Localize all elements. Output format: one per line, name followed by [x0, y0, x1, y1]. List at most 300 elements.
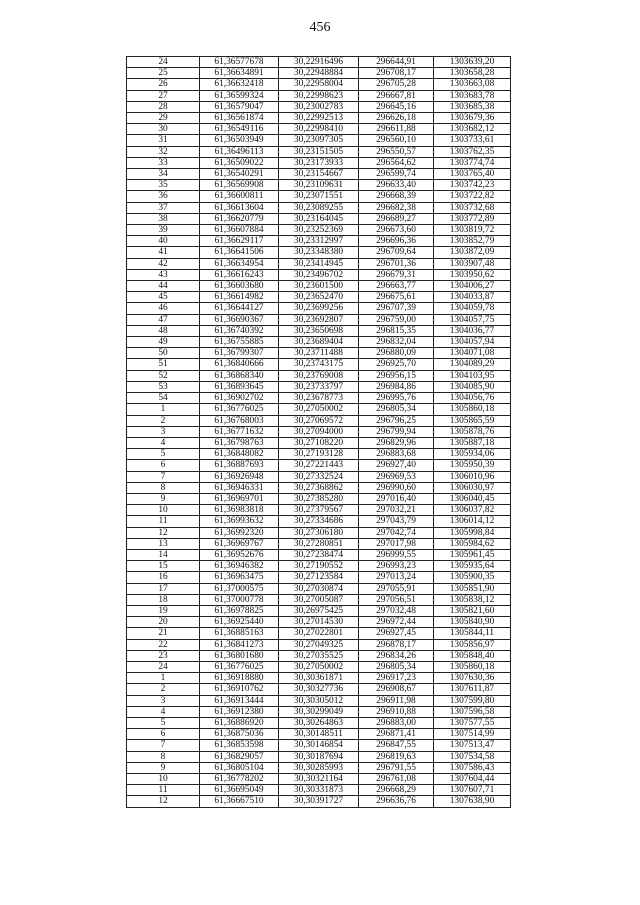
x-coordinate-cell: 296564,62 — [359, 157, 434, 168]
table-row — [127, 146, 511, 157]
longitude-cell: 30,27379567 — [279, 505, 359, 516]
latitude-cell: 61,36902702 — [200, 393, 279, 404]
y-coordinate-cell: 1304085,90 — [434, 381, 511, 392]
table-row — [127, 572, 511, 583]
x-coordinate-cell: 297042,74 — [359, 527, 434, 538]
point-number-cell: 54 — [127, 393, 200, 404]
y-coordinate-cell: 1303685,38 — [434, 101, 511, 112]
x-coordinate-cell: 296791,55 — [359, 762, 434, 773]
x-coordinate-cell: 296667,81 — [359, 90, 434, 101]
point-number-cell: 21 — [127, 628, 200, 639]
point-number-cell: 13 — [127, 538, 200, 549]
longitude-cell: 30,23769008 — [279, 370, 359, 381]
y-coordinate-cell: 1305984,62 — [434, 538, 511, 549]
longitude-cell: 30,30187694 — [279, 751, 359, 762]
y-coordinate-cell: 1303852,79 — [434, 236, 511, 247]
x-coordinate-cell: 296644,91 — [359, 57, 434, 68]
latitude-cell: 61,36946331 — [200, 482, 279, 493]
point-number-cell: 18 — [127, 594, 200, 605]
table-row — [127, 785, 511, 796]
latitude-cell: 61,36778202 — [200, 774, 279, 785]
y-coordinate-cell: 1307604,44 — [434, 774, 511, 785]
table-row — [127, 628, 511, 639]
point-number-cell: 25 — [127, 68, 200, 79]
y-coordinate-cell: 1305961,45 — [434, 549, 511, 560]
longitude-cell: 30,27221443 — [279, 460, 359, 471]
table-row — [127, 740, 511, 751]
longitude-cell: 30,30264863 — [279, 717, 359, 728]
latitude-cell: 61,36840666 — [200, 359, 279, 370]
table-row — [127, 303, 511, 314]
y-coordinate-cell: 1305865,59 — [434, 415, 511, 426]
latitude-cell: 61,36993632 — [200, 516, 279, 527]
x-coordinate-cell: 296880,09 — [359, 348, 434, 359]
y-coordinate-cell: 1307638,90 — [434, 796, 511, 807]
x-coordinate-cell: 296883,68 — [359, 449, 434, 460]
latitude-cell: 61,36641506 — [200, 247, 279, 258]
y-coordinate-cell: 1304057,75 — [434, 314, 511, 325]
x-coordinate-cell: 296972,44 — [359, 617, 434, 628]
y-coordinate-cell: 1303774,74 — [434, 157, 511, 168]
point-number-cell: 24 — [127, 661, 200, 672]
y-coordinate-cell: 1307611,87 — [434, 684, 511, 695]
latitude-cell: 61,36614982 — [200, 292, 279, 303]
x-coordinate-cell: 297017,98 — [359, 538, 434, 549]
table-row — [127, 191, 511, 202]
latitude-cell: 61,37000575 — [200, 583, 279, 594]
x-coordinate-cell: 297032,48 — [359, 605, 434, 616]
x-coordinate-cell: 296832,04 — [359, 337, 434, 348]
longitude-cell: 30,23164045 — [279, 213, 359, 224]
point-number-cell: 3 — [127, 426, 200, 437]
longitude-cell: 30,23692807 — [279, 314, 359, 325]
y-coordinate-cell: 1304071,08 — [434, 348, 511, 359]
latitude-cell: 61,36978825 — [200, 605, 279, 616]
x-coordinate-cell: 296673,60 — [359, 225, 434, 236]
table-row — [127, 57, 511, 68]
point-number-cell: 16 — [127, 572, 200, 583]
y-coordinate-cell: 1303658,28 — [434, 68, 511, 79]
point-number-cell: 2 — [127, 415, 200, 426]
point-number-cell: 11 — [127, 516, 200, 527]
y-coordinate-cell: 1305844,11 — [434, 628, 511, 639]
y-coordinate-cell: 1305821,60 — [434, 605, 511, 616]
table-row — [127, 258, 511, 269]
table-row — [127, 325, 511, 336]
x-coordinate-cell: 296990,60 — [359, 482, 434, 493]
table-row — [127, 348, 511, 359]
point-number-cell: 45 — [127, 292, 200, 303]
x-coordinate-cell: 297043,79 — [359, 516, 434, 527]
y-coordinate-cell: 1305887,18 — [434, 437, 511, 448]
table-row — [127, 225, 511, 236]
latitude-cell: 61,36771632 — [200, 426, 279, 437]
x-coordinate-cell: 296668,39 — [359, 191, 434, 202]
longitude-cell: 30,23109631 — [279, 180, 359, 191]
y-coordinate-cell: 1305860,18 — [434, 661, 511, 672]
x-coordinate-cell: 296993,23 — [359, 561, 434, 572]
coordinates-table — [126, 56, 511, 808]
longitude-cell: 30,30327736 — [279, 684, 359, 695]
point-number-cell: 12 — [127, 527, 200, 538]
longitude-cell: 30,26975425 — [279, 605, 359, 616]
longitude-cell: 30,23151505 — [279, 146, 359, 157]
point-number-cell: 28 — [127, 101, 200, 112]
x-coordinate-cell: 296908,67 — [359, 684, 434, 695]
point-number-cell: 39 — [127, 225, 200, 236]
longitude-cell: 30,27238474 — [279, 549, 359, 560]
longitude-cell: 30,30361871 — [279, 673, 359, 684]
table-row — [127, 281, 511, 292]
x-coordinate-cell: 296927,40 — [359, 460, 434, 471]
point-number-cell: 23 — [127, 650, 200, 661]
point-number-cell: 22 — [127, 639, 200, 650]
latitude-cell: 61,36992320 — [200, 527, 279, 538]
point-number-cell: 20 — [127, 617, 200, 628]
x-coordinate-cell: 296911,98 — [359, 695, 434, 706]
longitude-cell: 30,30305012 — [279, 695, 359, 706]
longitude-cell: 30,23071551 — [279, 191, 359, 202]
longitude-cell: 30,27030874 — [279, 583, 359, 594]
y-coordinate-cell: 1304056,76 — [434, 393, 511, 404]
y-coordinate-cell: 1307599,80 — [434, 695, 511, 706]
table-row — [127, 337, 511, 348]
y-coordinate-cell: 1304006,27 — [434, 281, 511, 292]
table-row — [127, 774, 511, 785]
x-coordinate-cell: 296645,16 — [359, 101, 434, 112]
latitude-cell: 61,36841273 — [200, 639, 279, 650]
table-row — [127, 314, 511, 325]
latitude-cell: 61,36853598 — [200, 740, 279, 751]
point-number-cell: 6 — [127, 460, 200, 471]
longitude-cell: 30,27193128 — [279, 449, 359, 460]
point-number-cell: 17 — [127, 583, 200, 594]
x-coordinate-cell: 296761,08 — [359, 774, 434, 785]
y-coordinate-cell: 1305851,90 — [434, 583, 511, 594]
longitude-cell: 30,22998623 — [279, 90, 359, 101]
point-number-cell: 34 — [127, 169, 200, 180]
longitude-cell: 30,27306180 — [279, 527, 359, 538]
table-row — [127, 639, 511, 650]
point-number-cell: 12 — [127, 796, 200, 807]
point-number-cell: 42 — [127, 258, 200, 269]
latitude-cell: 61,36690367 — [200, 314, 279, 325]
longitude-cell: 30,30331873 — [279, 785, 359, 796]
point-number-cell: 38 — [127, 213, 200, 224]
longitude-cell: 30,22992513 — [279, 113, 359, 124]
y-coordinate-cell: 1305934,06 — [434, 449, 511, 460]
longitude-cell: 30,23711488 — [279, 348, 359, 359]
latitude-cell: 61,36607884 — [200, 225, 279, 236]
latitude-cell: 61,36634891 — [200, 68, 279, 79]
longitude-cell: 30,27049325 — [279, 639, 359, 650]
y-coordinate-cell: 1304059,78 — [434, 303, 511, 314]
longitude-cell: 30,23689404 — [279, 337, 359, 348]
longitude-cell: 30,27190552 — [279, 561, 359, 572]
x-coordinate-cell: 297032,21 — [359, 505, 434, 516]
y-coordinate-cell: 1307607,71 — [434, 785, 511, 796]
longitude-cell: 30,27368862 — [279, 482, 359, 493]
longitude-cell: 30,27022801 — [279, 628, 359, 639]
latitude-cell: 61,36868340 — [200, 370, 279, 381]
x-coordinate-cell: 296805,34 — [359, 404, 434, 415]
point-number-cell: 29 — [127, 113, 200, 124]
point-number-cell: 7 — [127, 471, 200, 482]
table-row — [127, 583, 511, 594]
page-number: 456 — [309, 20, 331, 35]
point-number-cell: 52 — [127, 370, 200, 381]
table-row — [127, 549, 511, 560]
longitude-cell: 30,30285993 — [279, 762, 359, 773]
point-number-cell: 9 — [127, 493, 200, 504]
point-number-cell: 10 — [127, 774, 200, 785]
x-coordinate-cell: 296829,96 — [359, 437, 434, 448]
table-row — [127, 617, 511, 628]
y-coordinate-cell: 1305838,12 — [434, 594, 511, 605]
point-number-cell: 47 — [127, 314, 200, 325]
y-coordinate-cell: 1305856,97 — [434, 639, 511, 650]
point-number-cell: 44 — [127, 281, 200, 292]
table-row — [127, 247, 511, 258]
y-coordinate-cell: 1306030,97 — [434, 482, 511, 493]
latitude-cell: 61,36509022 — [200, 157, 279, 168]
longitude-cell: 30,23312997 — [279, 236, 359, 247]
x-coordinate-cell: 296925,70 — [359, 359, 434, 370]
point-number-cell: 31 — [127, 135, 200, 146]
x-coordinate-cell: 296910,88 — [359, 706, 434, 717]
x-coordinate-cell: 296969,53 — [359, 471, 434, 482]
longitude-cell: 30,27123584 — [279, 572, 359, 583]
table-row — [127, 169, 511, 180]
x-coordinate-cell: 296883,00 — [359, 717, 434, 728]
x-coordinate-cell: 296871,41 — [359, 729, 434, 740]
x-coordinate-cell: 296984,86 — [359, 381, 434, 392]
table-row — [127, 370, 511, 381]
latitude-cell: 61,37000778 — [200, 594, 279, 605]
point-number-cell: 4 — [127, 437, 200, 448]
table-row — [127, 538, 511, 549]
longitude-cell: 30,27280851 — [279, 538, 359, 549]
longitude-cell: 30,23733797 — [279, 381, 359, 392]
longitude-cell: 30,30391727 — [279, 796, 359, 807]
y-coordinate-cell: 1304103,95 — [434, 370, 511, 381]
point-number-cell: 27 — [127, 90, 200, 101]
x-coordinate-cell: 296633,40 — [359, 180, 434, 191]
x-coordinate-cell: 296668,29 — [359, 785, 434, 796]
point-number-cell: 1 — [127, 404, 200, 415]
table-row — [127, 695, 511, 706]
table-row — [127, 594, 511, 605]
point-number-cell: 4 — [127, 706, 200, 717]
table-row — [127, 415, 511, 426]
latitude-cell: 61,36569908 — [200, 180, 279, 191]
y-coordinate-cell: 1303950,62 — [434, 269, 511, 280]
x-coordinate-cell: 296927,45 — [359, 628, 434, 639]
point-number-cell: 37 — [127, 202, 200, 213]
point-number-cell: 14 — [127, 549, 200, 560]
longitude-cell: 30,27005087 — [279, 594, 359, 605]
x-coordinate-cell: 296796,25 — [359, 415, 434, 426]
x-coordinate-cell: 296799,94 — [359, 426, 434, 437]
point-number-cell: 5 — [127, 449, 200, 460]
y-coordinate-cell: 1307596,58 — [434, 706, 511, 717]
latitude-cell: 61,36577678 — [200, 57, 279, 68]
latitude-cell: 61,36885163 — [200, 628, 279, 639]
table-row — [127, 437, 511, 448]
latitude-cell: 61,36848082 — [200, 449, 279, 460]
longitude-cell: 30,23650698 — [279, 325, 359, 336]
y-coordinate-cell: 1303732,68 — [434, 202, 511, 213]
point-number-cell: 2 — [127, 684, 200, 695]
longitude-cell: 30,30299049 — [279, 706, 359, 717]
x-coordinate-cell: 296917,23 — [359, 673, 434, 684]
table-row — [127, 661, 511, 672]
longitude-cell: 30,23652470 — [279, 292, 359, 303]
table-row — [127, 426, 511, 437]
y-coordinate-cell: 1307514,99 — [434, 729, 511, 740]
longitude-cell: 30,23414945 — [279, 258, 359, 269]
x-coordinate-cell: 296815,35 — [359, 325, 434, 336]
x-coordinate-cell: 296708,17 — [359, 68, 434, 79]
y-coordinate-cell: 1303907,48 — [434, 258, 511, 269]
longitude-cell: 30,22998410 — [279, 124, 359, 135]
x-coordinate-cell: 297013,24 — [359, 572, 434, 583]
table-row — [127, 684, 511, 695]
latitude-cell: 61,36755885 — [200, 337, 279, 348]
latitude-cell: 61,36925440 — [200, 617, 279, 628]
longitude-cell: 30,27334686 — [279, 516, 359, 527]
y-coordinate-cell: 1303733,61 — [434, 135, 511, 146]
latitude-cell: 61,36829057 — [200, 751, 279, 762]
latitude-cell: 61,36540291 — [200, 169, 279, 180]
longitude-cell: 30,27035525 — [279, 650, 359, 661]
point-number-cell: 48 — [127, 325, 200, 336]
point-number-cell: 15 — [127, 561, 200, 572]
latitude-cell: 61,36561874 — [200, 113, 279, 124]
longitude-cell: 30,23002783 — [279, 101, 359, 112]
longitude-cell: 30,30321164 — [279, 774, 359, 785]
latitude-cell: 61,36740392 — [200, 325, 279, 336]
point-number-cell: 1 — [127, 673, 200, 684]
table-row — [127, 460, 511, 471]
x-coordinate-cell: 296956,15 — [359, 370, 434, 381]
table-row — [127, 101, 511, 112]
table-row — [127, 90, 511, 101]
latitude-cell: 61,36632418 — [200, 79, 279, 90]
longitude-cell: 30,27050002 — [279, 661, 359, 672]
latitude-cell: 61,36579047 — [200, 101, 279, 112]
table-row — [127, 561, 511, 572]
y-coordinate-cell: 1307577,55 — [434, 717, 511, 728]
longitude-cell: 30,27108220 — [279, 437, 359, 448]
longitude-cell: 30,23089255 — [279, 202, 359, 213]
latitude-cell: 61,36983818 — [200, 505, 279, 516]
point-number-cell: 24 — [127, 57, 200, 68]
latitude-cell: 61,36918880 — [200, 673, 279, 684]
y-coordinate-cell: 1303682,12 — [434, 124, 511, 135]
x-coordinate-cell: 296805,34 — [359, 661, 434, 672]
x-coordinate-cell: 296995,76 — [359, 393, 434, 404]
latitude-cell: 61,36893645 — [200, 381, 279, 392]
latitude-cell: 61,36776025 — [200, 661, 279, 672]
latitude-cell: 61,36875036 — [200, 729, 279, 740]
y-coordinate-cell: 1304057,94 — [434, 337, 511, 348]
x-coordinate-cell: 296999,55 — [359, 549, 434, 560]
x-coordinate-cell: 296626,18 — [359, 113, 434, 124]
latitude-cell: 61,36616243 — [200, 269, 279, 280]
y-coordinate-cell: 1307630,36 — [434, 673, 511, 684]
table-row — [127, 493, 511, 504]
point-number-cell: 46 — [127, 303, 200, 314]
longitude-cell: 30,23097305 — [279, 135, 359, 146]
point-number-cell: 43 — [127, 269, 200, 280]
latitude-cell: 61,36805104 — [200, 762, 279, 773]
longitude-cell: 30,27332524 — [279, 471, 359, 482]
point-number-cell: 8 — [127, 482, 200, 493]
x-coordinate-cell: 296663,77 — [359, 281, 434, 292]
point-number-cell: 41 — [127, 247, 200, 258]
table-row — [127, 471, 511, 482]
latitude-cell: 61,36634954 — [200, 258, 279, 269]
latitude-cell: 61,36969767 — [200, 538, 279, 549]
longitude-cell: 30,23252369 — [279, 225, 359, 236]
table-row — [127, 516, 511, 527]
x-coordinate-cell: 296675,61 — [359, 292, 434, 303]
point-number-cell: 53 — [127, 381, 200, 392]
y-coordinate-cell: 1306014,12 — [434, 516, 511, 527]
table-row — [127, 605, 511, 616]
y-coordinate-cell: 1306040,45 — [434, 493, 511, 504]
latitude-cell: 61,36969701 — [200, 493, 279, 504]
point-number-cell: 51 — [127, 359, 200, 370]
x-coordinate-cell: 296696,36 — [359, 236, 434, 247]
y-coordinate-cell: 1303872,09 — [434, 247, 511, 258]
latitude-cell: 61,36620779 — [200, 213, 279, 224]
x-coordinate-cell: 296709,64 — [359, 247, 434, 258]
y-coordinate-cell: 1306010,96 — [434, 471, 511, 482]
x-coordinate-cell: 296560,10 — [359, 135, 434, 146]
latitude-cell: 61,36600811 — [200, 191, 279, 202]
table-row — [127, 717, 511, 728]
table-row — [127, 729, 511, 740]
y-coordinate-cell: 1306037,82 — [434, 505, 511, 516]
x-coordinate-cell: 296759,00 — [359, 314, 434, 325]
latitude-cell: 61,36913444 — [200, 695, 279, 706]
longitude-cell: 30,23173933 — [279, 157, 359, 168]
table-row — [127, 449, 511, 460]
y-coordinate-cell: 1303819,72 — [434, 225, 511, 236]
y-coordinate-cell: 1303683,78 — [434, 90, 511, 101]
longitude-cell: 30,30146854 — [279, 740, 359, 751]
table-row — [127, 202, 511, 213]
longitude-cell: 30,23348380 — [279, 247, 359, 258]
point-number-cell: 3 — [127, 695, 200, 706]
longitude-cell: 30,22958004 — [279, 79, 359, 90]
table-row — [127, 673, 511, 684]
point-number-cell: 40 — [127, 236, 200, 247]
y-coordinate-cell: 1303772,89 — [434, 213, 511, 224]
latitude-cell: 61,36629117 — [200, 236, 279, 247]
latitude-cell: 61,36926948 — [200, 471, 279, 482]
longitude-cell: 30,23496702 — [279, 269, 359, 280]
y-coordinate-cell: 1303762,35 — [434, 146, 511, 157]
y-coordinate-cell: 1303639,20 — [434, 57, 511, 68]
longitude-cell: 30,23743175 — [279, 359, 359, 370]
latitude-cell: 61,36952676 — [200, 549, 279, 560]
latitude-cell: 61,36667510 — [200, 796, 279, 807]
longitude-cell: 30,27050002 — [279, 404, 359, 415]
table-row — [127, 213, 511, 224]
